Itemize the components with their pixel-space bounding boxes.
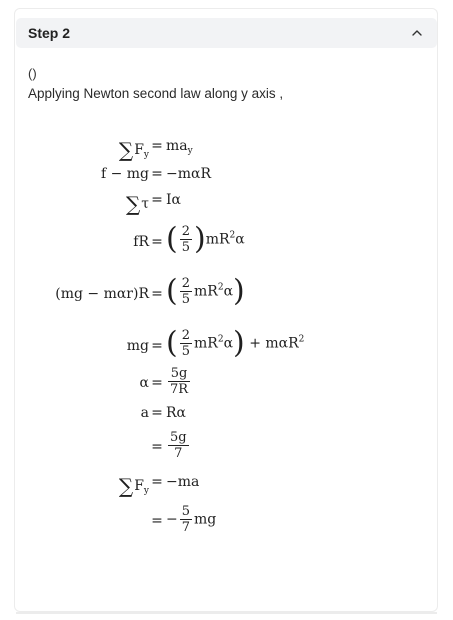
equation-row: a = Rα: [140, 405, 186, 421]
divider: [16, 612, 437, 614]
step-title: Step 2: [28, 25, 71, 41]
equation-row: mg = ( $\frac{2}{5}$ $mR^2\alpha) + m\alpha R^2$: [126, 325, 305, 361]
step-header[interactable]: [16, 18, 437, 48]
equation-row: ∑τ = Iα: [125, 192, 181, 216]
equation-row: (mg − mαr)R = ( $\frac{2}{5}$ $mR^2\alpha$): [55, 273, 245, 309]
equation-row: α = $\frac{5g}{7R}$: [139, 366, 189, 397]
empty-parentheses: (): [28, 66, 37, 81]
equation-row: $\sum F_y$ = $ma_y$: [118, 138, 193, 162]
chevron-up-icon[interactable]: [411, 27, 423, 39]
equation-row: = $\frac{5g}{7}$: [151, 430, 187, 461]
intro-text: Applying Newton second law along y axis ,: [28, 86, 284, 101]
equation-row: $\sum F_y$ = −ma: [118, 474, 200, 498]
equation-row: fR = ( $\frac{2}{5}$ )$mR^2\alpha$: [133, 221, 245, 257]
equation-row: = − $\frac{5}{7}$ mg: [151, 504, 217, 535]
equation-row: f − mg = −mαR: [100, 166, 212, 182]
